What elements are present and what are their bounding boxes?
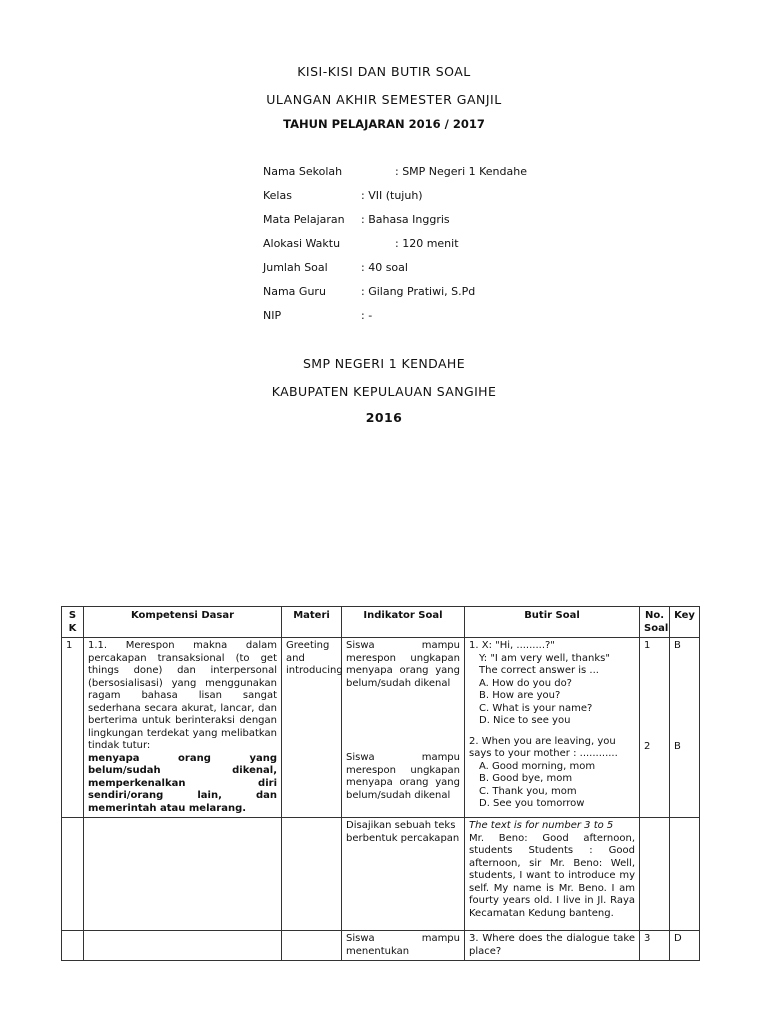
header-sk: S K <box>62 607 84 638</box>
question-stem: The correct answer is ... <box>479 665 599 676</box>
cell-kompetensi-dasar <box>84 638 282 818</box>
cell-key: D <box>670 931 700 961</box>
cell-sk <box>62 931 84 961</box>
question-line: X: "Hi, .........?" <box>481 640 555 651</box>
answer-option: C. Thank you, mom <box>479 785 577 797</box>
cell-materi: Greeting and introducing <box>282 638 342 818</box>
header-materi: Materi <box>282 607 342 638</box>
answer-key: B <box>674 640 681 651</box>
question-1 <box>469 640 635 653</box>
cell-sk <box>62 818 84 931</box>
header-key: Key <box>670 607 700 638</box>
cell-key <box>670 638 700 818</box>
cell-sk: 1 <box>62 638 84 818</box>
doc-subtitle: ULANGAN AKHIR SEMESTER GANJIL <box>266 92 502 107</box>
info-key: Alokasi Waktu <box>263 237 341 250</box>
header-kompetensi-dasar: Kompetensi Dasar <box>84 607 282 638</box>
cell-butir-soal: 3. Where does the dialogue take place? <box>465 931 640 961</box>
school-name: SMP NEGERI 1 KENDAHE <box>302 356 466 371</box>
header-butir-soal: Butir Soal <box>465 607 640 638</box>
question-stem: When you are leaving, you says to your mother : ............ <box>469 735 618 759</box>
question-number: 1. <box>469 640 479 651</box>
answer-option: B. Good bye, mom <box>479 773 573 784</box>
kd-bold-text: menyapa orang yang belum/sudah dikenal, memperkenalkan diri sendiri/orang lain, dan memerintah atau melarang. <box>88 752 277 814</box>
cell-no-soal: 3 <box>640 931 670 961</box>
info-key: Jumlah Soal <box>263 261 328 274</box>
cell-kompetensi-dasar <box>84 931 282 961</box>
info-key: Mata Pelajaran <box>263 213 345 226</box>
table-row <box>62 818 700 931</box>
cell-kompetensi-dasar <box>84 818 282 931</box>
info-value: : 40 soal <box>361 261 408 274</box>
kisi-kisi-table <box>61 606 700 961</box>
header-indikator-soal: Indikator Soal <box>342 607 465 638</box>
question-no: 2 <box>644 740 651 752</box>
table-header-row <box>62 607 700 638</box>
cell-materi <box>282 818 342 931</box>
cell-no-soal <box>640 818 670 931</box>
answer-option: D. Nice to see you <box>479 715 571 726</box>
question-no: 1 <box>644 640 651 651</box>
cell-no-soal <box>640 638 670 818</box>
info-value: : 120 menit <box>395 237 459 250</box>
doc-academic-year: TAHUN PELAJARAN 2016 / 2017 <box>283 117 485 131</box>
answer-option: C. What is your name? <box>479 702 593 714</box>
kd-text: 1.1. Merespon makna dalam percakapan transaksional (to get things done) dan interpersonal (bersosialisasi) yang menggunakan ragam bahasa lisan sangat sederhana secara akurat, lancar, dan berterima untuk berinteraksi dengan lingkungan terdekat yang melibatkan tindak tutur: <box>88 640 277 751</box>
cell-indikator: Disajikan sebuah teks berbentuk percakapan <box>342 818 465 931</box>
info-key: NIP <box>263 309 282 322</box>
school-year: 2016 <box>365 410 403 425</box>
question-2 <box>469 736 635 761</box>
table-row <box>62 931 700 961</box>
answer-option: A. How do you do? <box>479 677 572 689</box>
cell-butir-soal <box>465 638 640 818</box>
answer-option: B. How are you? <box>479 690 561 701</box>
info-key: Nama Guru <box>263 285 326 298</box>
indikator-text: Siswa mampu merespon ungkapan menyapa orang yang belum/sudah dikenal <box>346 752 460 801</box>
table-row <box>62 638 700 818</box>
info-value: : Bahasa Inggris <box>361 213 450 226</box>
cell-key <box>670 818 700 931</box>
answer-key: B <box>674 740 681 752</box>
info-key: Nama Sekolah <box>263 165 343 178</box>
doc-title: KISI-KISI DAN BUTIR SOAL <box>297 64 471 79</box>
info-key: Kelas <box>263 189 292 202</box>
question-number: 2. <box>469 735 479 747</box>
cell-butir-soal <box>465 818 640 931</box>
info-value: : - <box>361 309 373 322</box>
info-value: : SMP Negeri 1 Kendahe <box>395 165 527 178</box>
cell-materi <box>282 931 342 961</box>
school-region: KABUPATEN KEPULAUAN SANGIHE <box>271 384 497 399</box>
answer-option: A. Good morning, mom <box>479 760 596 772</box>
answer-option: D. See you tomorrow <box>479 798 585 809</box>
cell-indikator: Siswa mampu menentukan <box>342 931 465 961</box>
cell-indikator <box>342 638 465 818</box>
question-line: Y: "I am very well, thanks" <box>479 652 610 664</box>
info-value: : Gilang Pratiwi, S.Pd <box>361 285 476 298</box>
reading-text: Mr. Beno: Good afternoon, students Students : Good afternoon, sir Mr. Beno: Well, students, I want to introduce my self. My name is Mr. Beno. I am fourty years old. I live in Jl. Raya Kecamatan Kedung banteng. <box>469 832 635 919</box>
info-value: : VII (tujuh) <box>361 189 423 202</box>
indikator-text: Siswa mampu merespon ungkapan menyapa orang yang belum/sudah dikenal <box>346 640 460 689</box>
reading-text-intro: The text is for number 3 to 5 <box>469 820 614 831</box>
header-no-soal: No. Soal <box>640 607 670 638</box>
spacer <box>469 920 635 928</box>
